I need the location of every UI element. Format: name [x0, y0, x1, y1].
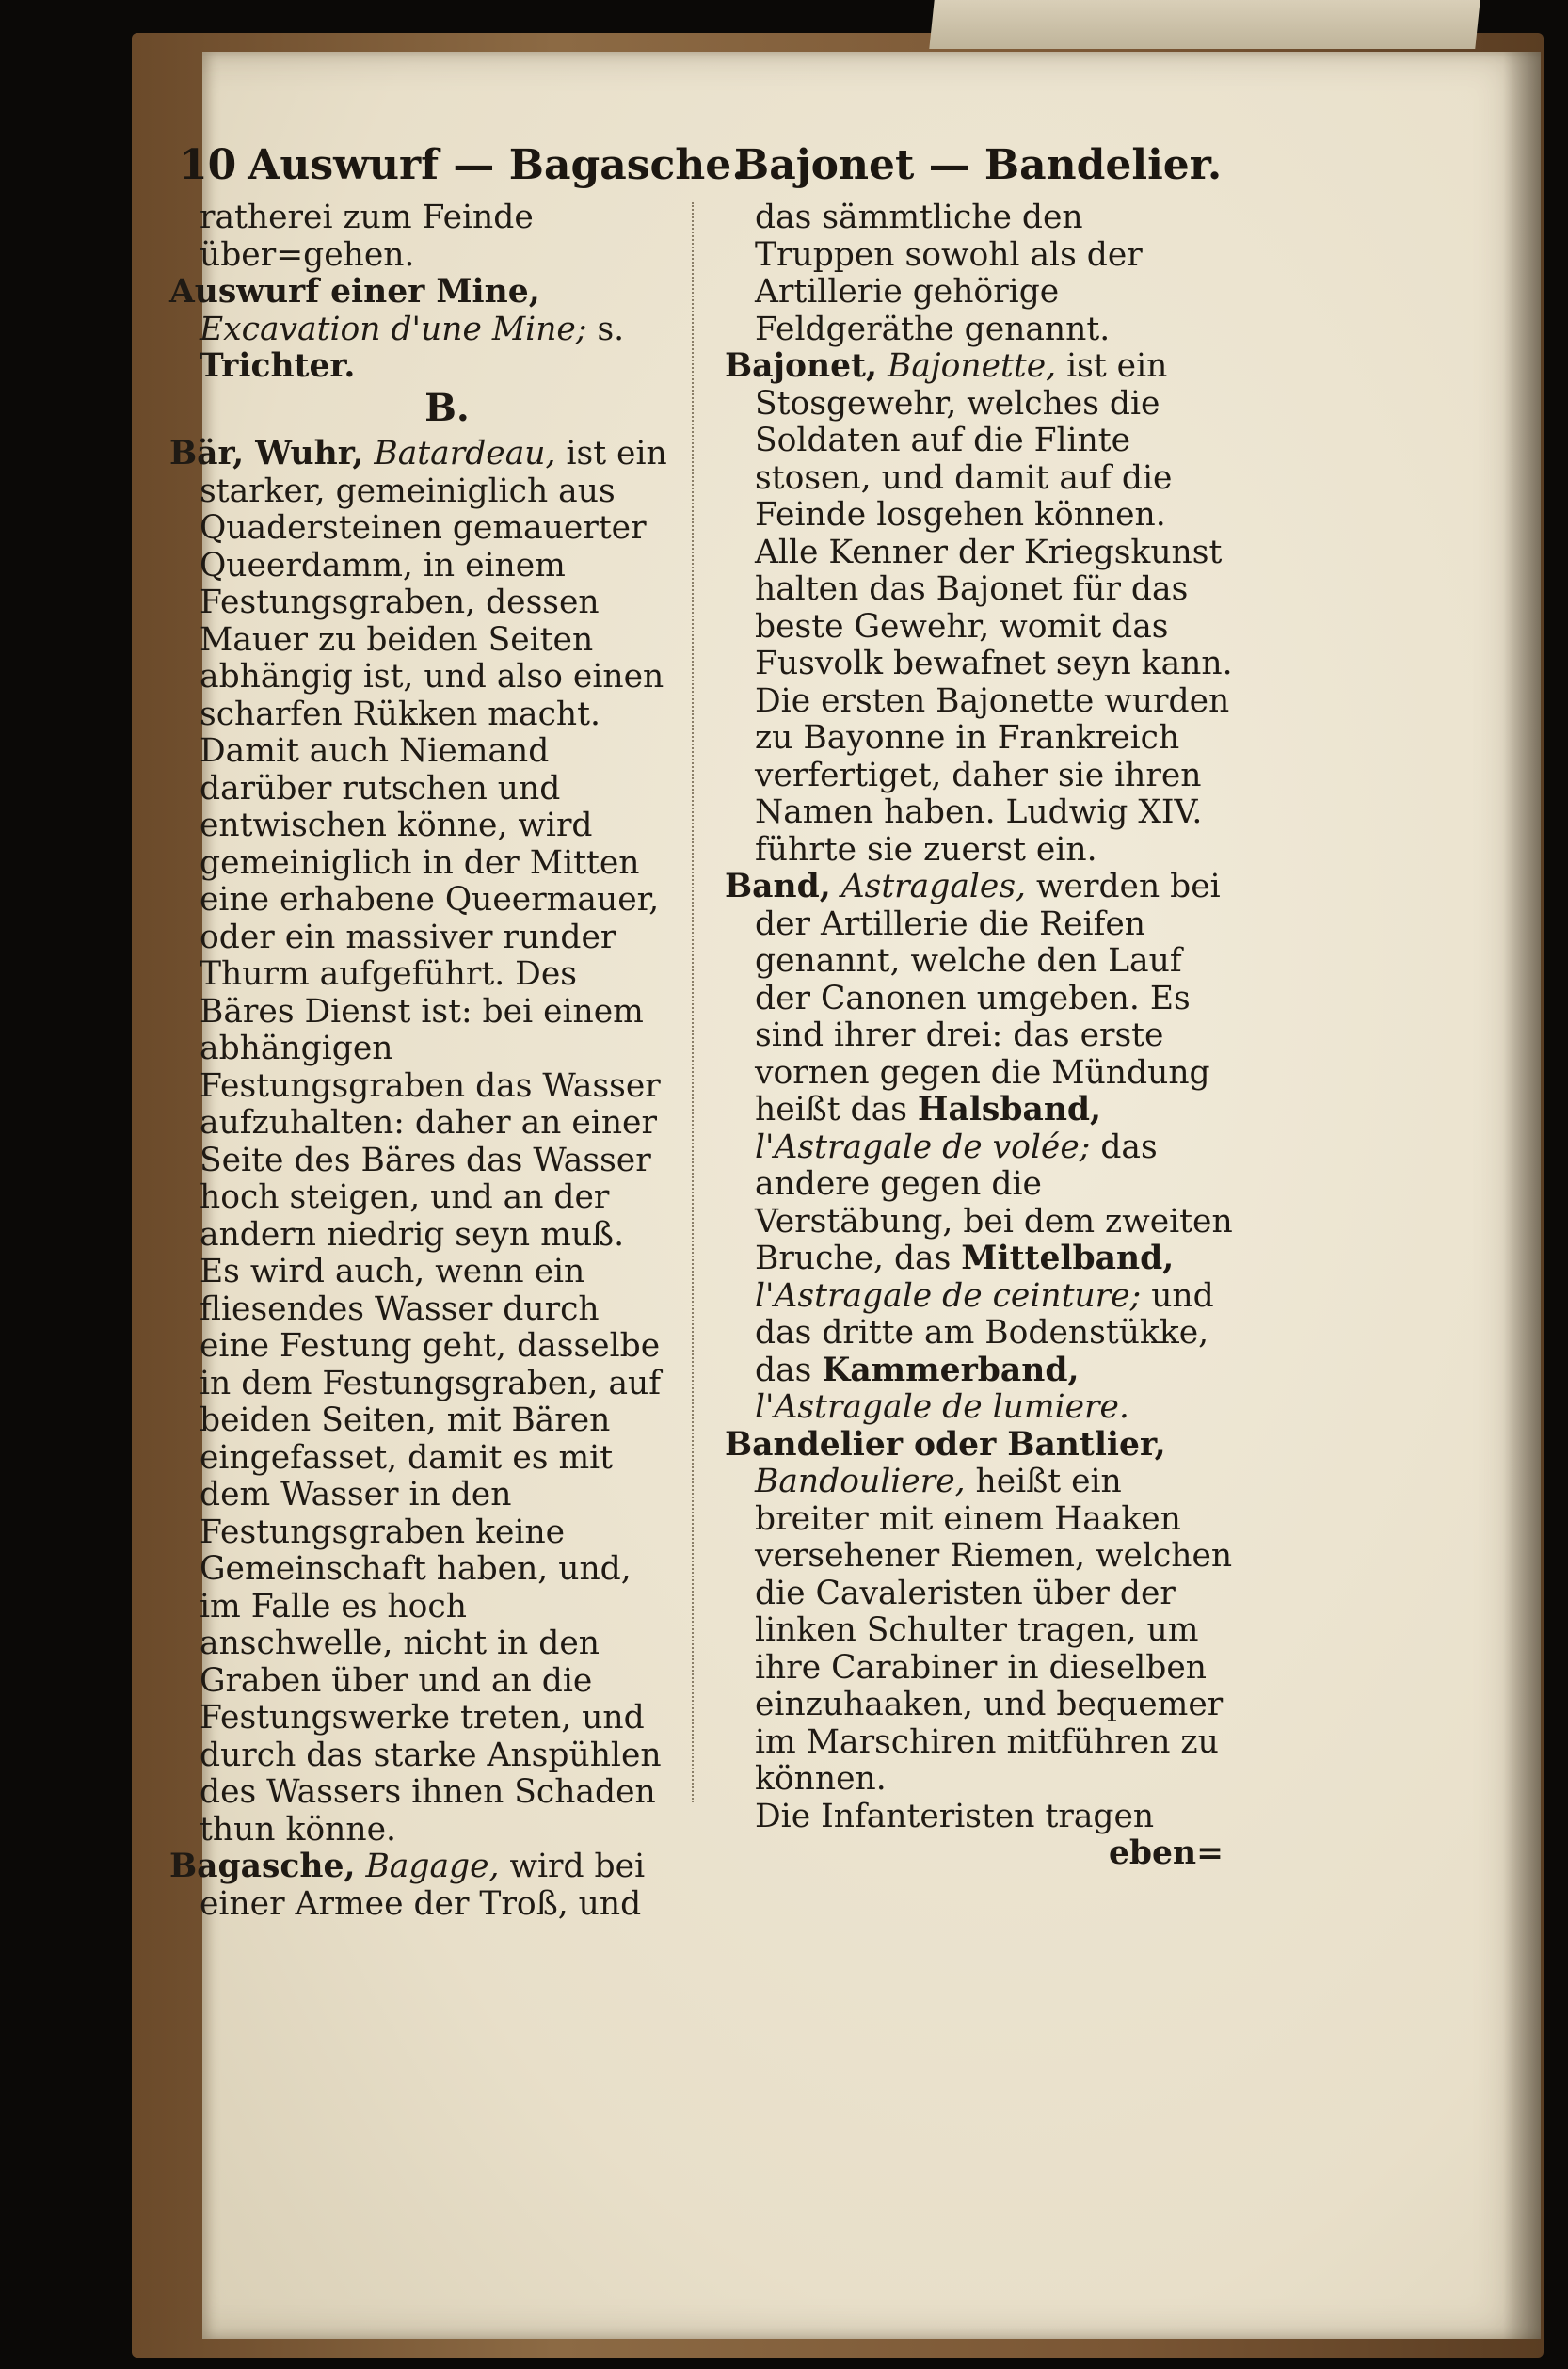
entry-bandelier: [725, 1427, 1233, 1799]
headword: Bandelier oder Bantlier,: [725, 1425, 1166, 1464]
running-head-right: [734, 141, 1346, 189]
column-divider: [692, 202, 694, 1802]
french-term: Bandouliere,: [755, 1463, 966, 1500]
closing-line: Die Infanteristen tragen: [755, 1797, 1155, 1835]
section-letter: B.: [424, 385, 470, 430]
cross-reference-target: Trichter.: [200, 347, 356, 385]
headword: Bajonet,: [725, 347, 877, 385]
entry-bagasche: [169, 1849, 668, 1923]
right-column: [725, 200, 1233, 1873]
headword: Bär, Wuhr,: [169, 435, 364, 472]
french-term: Batardeau,: [374, 435, 556, 472]
entry-auswurf-einer-mine: [169, 274, 668, 386]
entry-body: das andere gegen die Verstäbung, bei dem zweiten Bruche, das: [755, 1128, 1233, 1277]
catchword: eben=: [1108, 1834, 1224, 1872]
left-column: [169, 200, 668, 1923]
entry-bajonet: [725, 348, 1233, 869]
entry-body: wird bei einer Armee der Troß, und: [200, 1848, 646, 1923]
entry-body: werden bei der Artillerie die Reifen genannt, welche den Lauf der Canonen umgeben. Es sind ihrer drei: das erste vornen gegen die Mündung heißt das: [755, 868, 1221, 1128]
entry-body: heißt ein breiter mit einem Haaken versehener Riemen, welchen die Cavaleristen über der linken Schulter tragen, um ihre Carabiner in dieselben einzuhaaken, und bequemer im Marschiren mitführen zu können.: [755, 1463, 1233, 1798]
left-continuation-text: ratherei zum Feinde über=gehen.: [200, 199, 534, 274]
headword: Band,: [725, 868, 831, 905]
french-term: l'Astragale de lumiere.: [755, 1388, 1129, 1426]
torn-paper-strip: [929, 0, 1480, 49]
french-term: l'Astragale de volée;: [755, 1128, 1091, 1166]
french-term: Excavation d'une Mine;: [200, 310, 587, 348]
running-head-left-text: Auswurf — Bagasche.: [248, 141, 746, 189]
page-number: 10: [179, 141, 237, 189]
entry-band: [725, 869, 1233, 1427]
term-kammerband: Kammerband,: [822, 1351, 1080, 1389]
headword: Bagasche,: [169, 1848, 356, 1885]
term-halsband: Halsband,: [917, 1091, 1102, 1128]
right-continuation-text: das sämmtliche den Truppen sowohl als der Artillerie gehörige Feldgeräthe genannt.: [755, 199, 1143, 348]
page-gutter-shadow: [1503, 52, 1541, 2339]
entry-body: ist ein starker, gemeiniglich aus Quadersteinen gemauerter Queerdamm, in einem Festungsgraben, dessen Mauer zu beiden Seiten abhängig ist, und also einen scharfen Rükken macht. Damit auch Niemand darüber rutschen und entwischen könne, wird gemeiniglich in der Mitten eine erhabene Queermauer, oder ein massiver runder Thurm aufgeführt. Des Bäres Dienst ist: bei einem abhängigen Festungsgraben das Wasser aufzuhalten: daher an einer Seite des Bäres das Wasser hoch steigen, und an der andern niedrig seyn muß. Es wird auch, wenn ein fliesendes Wasser durch eine Festung geht, dasselbe in dem Festungsgraben, auf beiden Seiten, mit Bären eingefasset, damit es mit dem Wasser in den Festungsgraben keine Gemeinschaft haben, und, im Falle es hoch anschwelle, nicht in den Graben über und an die Festungswerke treten, und durch das starke Anspühlen des Wassers ihnen Schaden thun könne.: [200, 435, 667, 1849]
french-term: Bajonette,: [887, 347, 1057, 385]
french-term: Astragales,: [840, 868, 1027, 905]
term-mittelband: Mittelband,: [961, 1240, 1175, 1277]
headword: Auswurf einer Mine,: [169, 273, 540, 311]
entry-baer: [169, 436, 668, 1849]
french-term: Bagage,: [365, 1848, 500, 1885]
see-reference: s.: [597, 310, 625, 348]
entry-body: ist ein Stosgewehr, welches die Soldaten auf die Flinte stosen, und damit auf die Feinde losgehen können. Alle Kenner der Kriegskunst halten das Bajonet für das beste Gewehr, womit das Fusvolk bewafnet seyn kann. Die ersten Bajonette wurden zu Bayonne in Frankreich verfertiget, daher sie ihren Namen haben. Ludwig XIV. führte sie zuerst ein.: [755, 347, 1233, 869]
running-head-right-text: Bajonet — Bandelier.: [734, 141, 1223, 189]
french-term: l'Astragale de ceinture;: [755, 1276, 1142, 1315]
entry-body: und das dritte am Bodenstükke, das: [755, 1276, 1214, 1389]
